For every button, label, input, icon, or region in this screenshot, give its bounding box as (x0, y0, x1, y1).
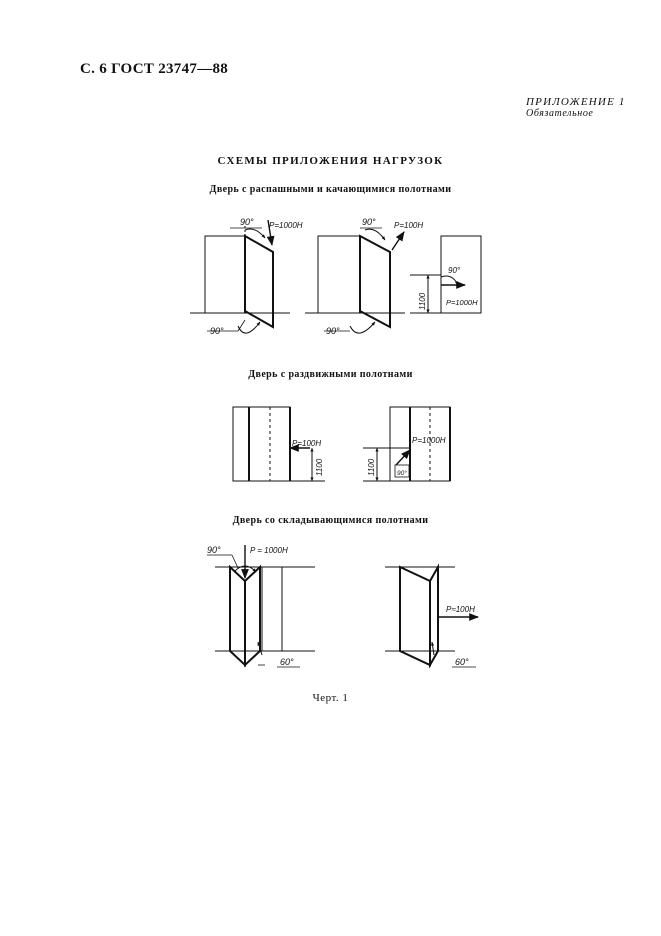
angle-label-90: 90° (397, 470, 407, 477)
figure-caption: Черт. 1 (312, 692, 349, 704)
angle-label-90: 90° (362, 217, 376, 227)
subtitle-swing-doors: Дверь с распашными и качающимися полотнами (209, 184, 452, 195)
load-label-1000: P=1000H (269, 221, 303, 230)
subtitle-sliding-doors: Дверь с раздвижными полотнами (248, 369, 413, 380)
angle-label-90: 90° (240, 217, 254, 227)
load-label-100: P≈100H (446, 605, 475, 614)
folding-door-scheme-1 (207, 545, 315, 665)
angle-label-60: 60° (280, 657, 294, 667)
height-label-1100: 1100 (367, 458, 376, 476)
load-label-1000: P=1000H (412, 436, 446, 445)
subtitle-folding-doors: Дверь со складывающимися полотнами (232, 515, 429, 526)
section-title: СХЕМЫ ПРИЛОЖЕНИЯ НАГРУЗОК (217, 155, 444, 167)
height-label-1100: 1100 (315, 458, 324, 476)
height-label-1100: 1100 (418, 292, 427, 310)
angle-label-60: 60° (455, 657, 469, 667)
swing-door-scheme-2 (305, 228, 405, 333)
angle-label-90: 90° (210, 326, 224, 336)
appendix-title: ПРИЛОЖЕНИЕ 1 (526, 96, 626, 108)
load-label-100: P=100H (394, 221, 424, 230)
swing-door-scheme-1 (190, 220, 290, 333)
angle-label-90: 90° (207, 545, 221, 555)
angle-label-90: 90° (448, 266, 461, 275)
load-label-1000: P=1000H (446, 298, 478, 307)
load-label-1000: P = 1000H (250, 546, 288, 555)
folding-door-scheme-2 (385, 567, 478, 665)
appendix-status: Обязательное (526, 108, 594, 119)
page-header: С. 6 ГОСТ 23747—88 (80, 61, 229, 77)
angle-label-90: 90° (326, 326, 340, 336)
load-label-100: P=100H (292, 439, 322, 448)
